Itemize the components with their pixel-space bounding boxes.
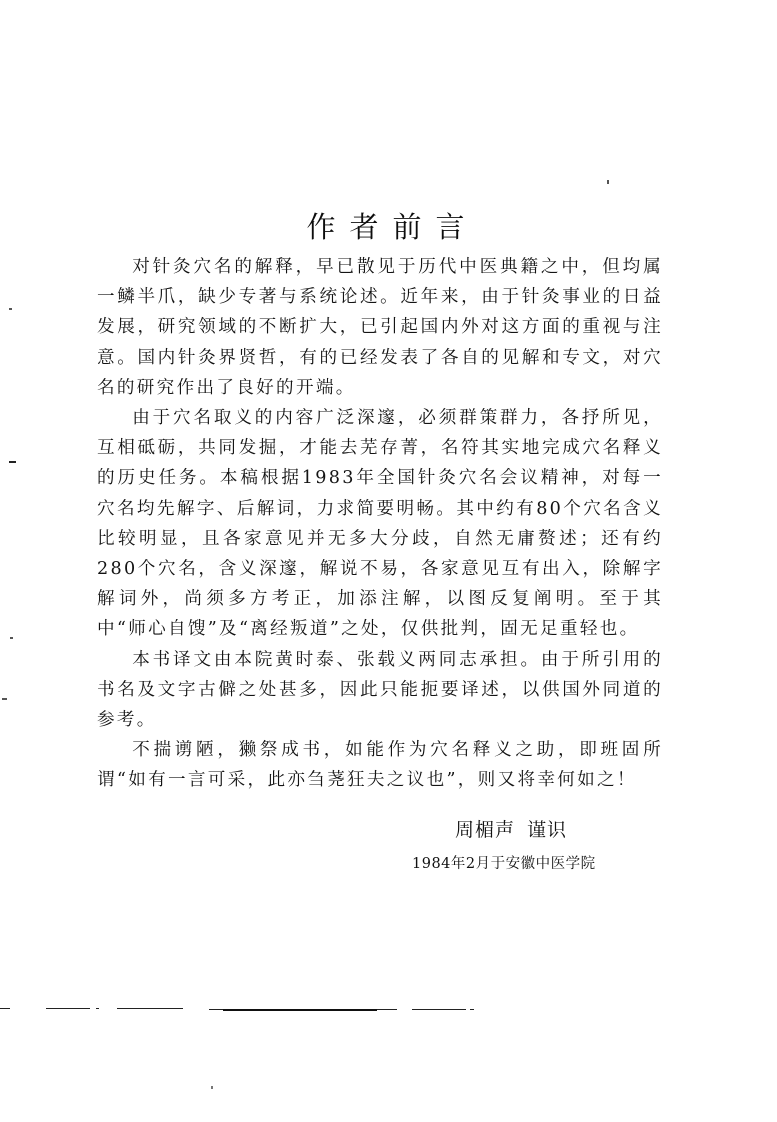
bottom-rule-fragment: [377, 1009, 397, 1010]
scan-speck: [211, 1086, 213, 1089]
bottom-rule-fragment: [223, 1009, 377, 1011]
author-signature: [455, 815, 567, 842]
author-name: 周楣声: [455, 819, 516, 841]
bottom-rule-fragment: [46, 1008, 90, 1009]
margin-mark: [2, 698, 7, 700]
dateline: 1984年2月于安徽中医学院: [412, 856, 596, 872]
scan-speck: [607, 180, 609, 184]
paragraph-2: 由于穴名取义的内容广泛深邃，必须群策群力，各抒所见，互相砥砺，共同发掘，才能去芜存菁，名符其实地完成穴名释义的历史任务。本稿根据1983年全国针灸穴名会议精神，对每一穴名均先解字、后解词，力求简要明畅。其中约有80个穴名含义比较明显，且各家意见并无多大分歧，自然无庸赘述；还有约280个穴名，含义深邃，解说不易，各家意见互有出入，除解字解词外，尚须多方考正，加添注解，以图反复阐明。至于其中“师心自馊”及“离经叛道”之处，仅供批判，固无足重轻也。: [97, 408, 663, 640]
paragraph-4: 不揣谫陋，獭祭成书，如能作为穴名释义之助，即班固所谓“如有一言可采，此亦刍荛狂夫之议也”，则又将幸何如之！: [97, 740, 663, 791]
paragraph-1: 对针灸穴名的解释，早已散见于历代中医典籍之中，但均属一鳞半爪，缺少专著与系统论述。近年来，由于针灸事业的日益发展，研究领域的不断扩大，已引起国内外对这方面的重视与注意。国内针灸界贤哲，有的已经发表了各自的见解和专文，对穴名的研究作出了良好的开端。: [97, 257, 663, 398]
bottom-rule-fragment: [412, 1009, 466, 1010]
page-title: 作者前言: [306, 210, 479, 245]
margin-mark: [9, 308, 12, 310]
preface-body: [97, 252, 663, 796]
margin-mark: [9, 461, 16, 463]
margin-mark: [10, 637, 13, 639]
bottom-rule-fragment: [0, 1008, 10, 1009]
bottom-rule-fragment: [117, 1008, 183, 1009]
paragraph-3: 本书译文由本院黄时泰、张载义两同志承担。由于所引用的书名及文字古僻之处甚多，因此只能扼要译述，以供国外同道的参考。: [97, 649, 663, 731]
bottom-rule-fragment: [96, 1008, 99, 1009]
signature-suffix: 谨识: [527, 819, 568, 841]
bottom-rule-fragment: [470, 1009, 474, 1010]
